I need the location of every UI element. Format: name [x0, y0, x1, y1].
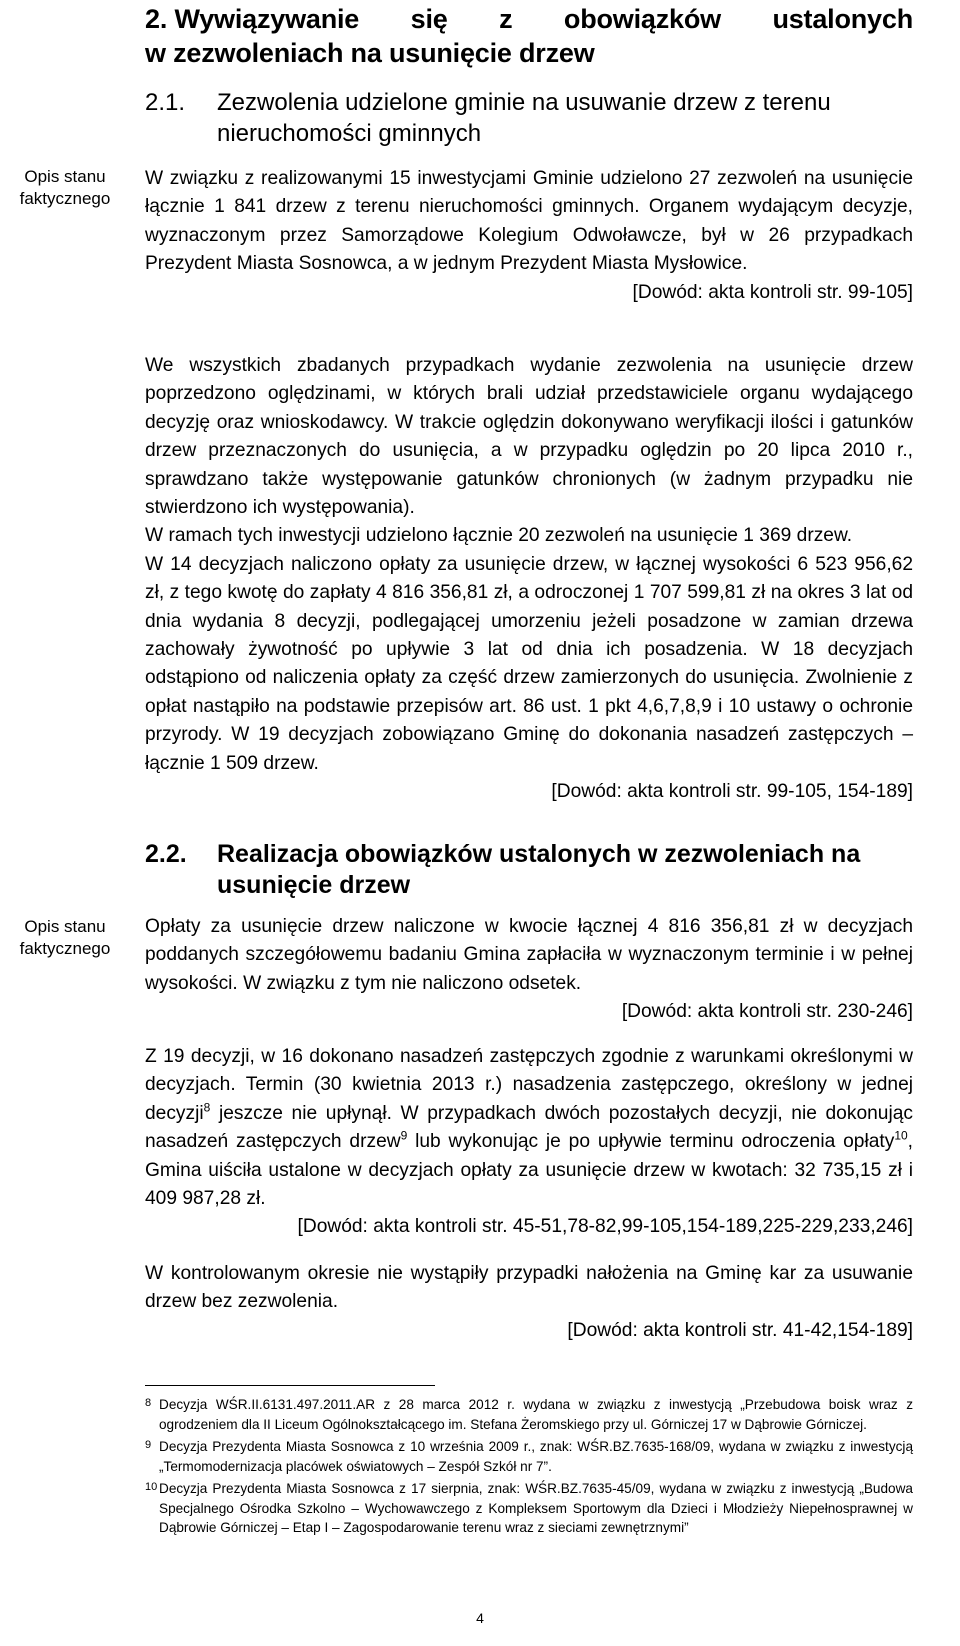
paragraph-text: W 14 decyzjach naliczono opłaty za usunięcie drzew, w łącznej wysokości 6 523 956,62 zł, z tego kwotę do zapłaty 4 816 356,81 zł, a odroczonej 1 707 599,81 zł na okres 3 lat od dnia wydania 8 decyzji, podlegającej umorzeniu jeżeli posadzone w zamian drzewa zachowały żywotność po upływie 3 lat od dnia ich posadzenia. W 18 decyzjach odstąpiono od naliczenia opłaty za część drzew zamierzonych do usunięcia. Zwolnienie z opłat nastąpiło na podstawie przepisów art. 86 ust. 1 pkt 4,6,7,8,9 i 10 ustawy o ochronie przyrody. W 19 decyzjach zobowiązano Gminę do dokonania nasadzeń zastępczych – łącznie 1 509 drzew. [145, 553, 913, 774]
subsection-number: 2.2. [145, 840, 187, 868]
footnote-8 [145, 1395, 913, 1434]
footnote-text: Decyzja Prezydenta Miasta Sosnowca z 17 sierpnia, znak: WŚR.BZ.7635-45/09, wydana w związku z inwestycją „Budowa Specjalnego Ośrodka Szkolno – Wychowawczego z Kompleksem Sportowym dla Dzieci i Młodzieży Niepełnosprawnej w Dąbrowie Górniczej – Etap I – Zagospodarowanie terenu wraz z sieciami zewnętrznymi” [159, 1481, 913, 1535]
paragraph-penalties [145, 1260, 913, 1345]
subsection-heading-2-1 [145, 87, 913, 149]
paragraph-inspections [145, 352, 913, 807]
page-number: 4 [476, 1610, 484, 1626]
paragraph-text: W kontrolowanym okresie nie wystąpiły przypadki nałożenia na Gminę kar za usuwanie drzew bez zezwolenia. [145, 1263, 913, 1313]
evidence-reference: [Dowód: akta kontroli str. 99-105] [632, 281, 913, 303]
footnote-text: Decyzja WŚR.II.6131.497.2011.AR z 28 marca 2012 r. wydana w związku z inwestycją „Przebudowa boisk wraz z ogrodzeniem dla II Liceum Ogólnokształcącego im. Stefana Żeromskiego przy ul. Górniczej 17 w Dąbrowie Górniczej. [159, 1397, 913, 1432]
section-heading-line2: w zezwoleniach na usunięcie drzew [145, 38, 595, 68]
margin-note-2 [6, 916, 124, 960]
paragraph-text: Z 19 decyzji, w 16 dokonano nasadzeń zastępczych zgodnie z warunkami określonymi w decyzjach. Termin (30 kwietnia 2013 r.) nasadzenia zastępczego, określony w jednej decyzji$^8$ jeszcze nie upłynął. W przypadkach dwóch pozostałych decyzji, nie dokonując nasadzeń zastępczych drzew$^9$ lub wykonując je po upływie terminu odroczenia opłaty$^{10}$, Gmina uiściła ustalone w decyzjach opłaty za usunięcie drzew w kwotach: 32 735,15 zł i 409 987,28 zł. [145, 1046, 914, 1210]
heading-word: z [499, 4, 513, 34]
footnote-9 [145, 1437, 913, 1476]
subsection-heading-2-2 [145, 839, 913, 901]
margin-note-text: Opis stanu faktycznego [19, 917, 111, 958]
footnote-text: Decyzja Prezydenta Miasta Sosnowca z 10 września 2009 r., znak: WŚR.BZ.7635-168/09, wydana w związku z inwestycją „Termomodernizacja placówek oświatowych – Zespół Szkół nr 7”. [159, 1439, 913, 1474]
evidence-reference: [Dowód: akta kontroli str. 99-105, 154-189] [551, 781, 913, 803]
paragraph-replacement-planting [145, 1043, 913, 1242]
footnote-ref: 10 [894, 1128, 908, 1143]
subsection-title: Zezwolenia udzielone gminie na usuwanie drzew z terenu nieruchomości gminnych [217, 89, 831, 147]
subsection-title: Realizacja obowiązków ustalonych w zezwoleniach na usunięcie drzew [217, 840, 861, 899]
section-heading [145, 2, 913, 70]
heading-word: się [410, 4, 448, 34]
heading-word: obowiązków [563, 4, 721, 34]
paragraph-text: W ramach tych inwestycji udzielono łącznie 20 zezwoleń na usunięcie 1 369 drzew. [145, 525, 853, 547]
paragraph-fees [145, 913, 913, 1027]
evidence-reference: [Dowód: akta kontroli str. 45-51,78-82,99-105,154-189,225-229,233,246] [297, 1216, 913, 1238]
section-heading-line1 [145, 2, 913, 36]
section-number: 2. [145, 4, 168, 34]
paragraph-text: We wszystkich zbadanych przypadkach wydanie zezwolenia na usunięcie drzew poprzedzono oględzinami, w których brali udział przedstawiciele organu wydającego decyzję oraz wnioskodawcy. W trakcie oględzin dokonywano weryfikacji ilości i gatunków drzew przeznaczonych do usunięcia, a w przypadku oględzin po 20 lipca 2010 r., sprawdzano także występowanie gatunków chronionych (w żadnym przypadku nie stwierdzono ich występowania). [145, 355, 913, 519]
footnote-ref: 8 [203, 1100, 211, 1115]
margin-note-text: Opis stanu faktycznego [19, 167, 111, 208]
margin-note-1 [6, 166, 124, 210]
paragraph-text: W związku z realizowanymi 15 inwestycjami Gminie udzielono 27 zezwoleń na usunięcie łącznie 1 841 drzew z terenu nieruchomości gminnych. Organem wydającym decyzje, wyznaczonym przez Samorządowe Kolegium Odwoławcze, był w 26 przypadkach Prezydent Miasta Sosnowca, a w jednym Prezydent Miasta Mysłowice. [145, 168, 913, 275]
subsection-number: 2.1. [145, 89, 186, 116]
footnote-number: 10 [145, 1481, 158, 1493]
footnote-ref: 9 [400, 1128, 408, 1143]
heading-word: Wywiązywanie [174, 4, 360, 34]
evidence-reference: [Dowód: akta kontroli str. 230-246] [621, 1001, 913, 1023]
evidence-reference: [Dowód: akta kontroli str. 41-42,154-189] [567, 1319, 913, 1341]
paragraph-text: Opłaty za usunięcie drzew naliczone w kwocie łącznej 4 816 356,81 zł w decyzjach poddanych szczegółowemu badaniu Gmina zapłaciła w wyznaczonym terminie i w pełnej wysokości. W związku z tym nie naliczono odsetek. [145, 916, 913, 994]
heading-word: ustalonych [772, 4, 913, 34]
footnote-number: 9 [145, 1439, 152, 1451]
footnote-divider [145, 1385, 435, 1386]
footnote-10 [145, 1479, 913, 1538]
footnote-number: 8 [145, 1397, 152, 1409]
paragraph-permits [145, 165, 913, 307]
